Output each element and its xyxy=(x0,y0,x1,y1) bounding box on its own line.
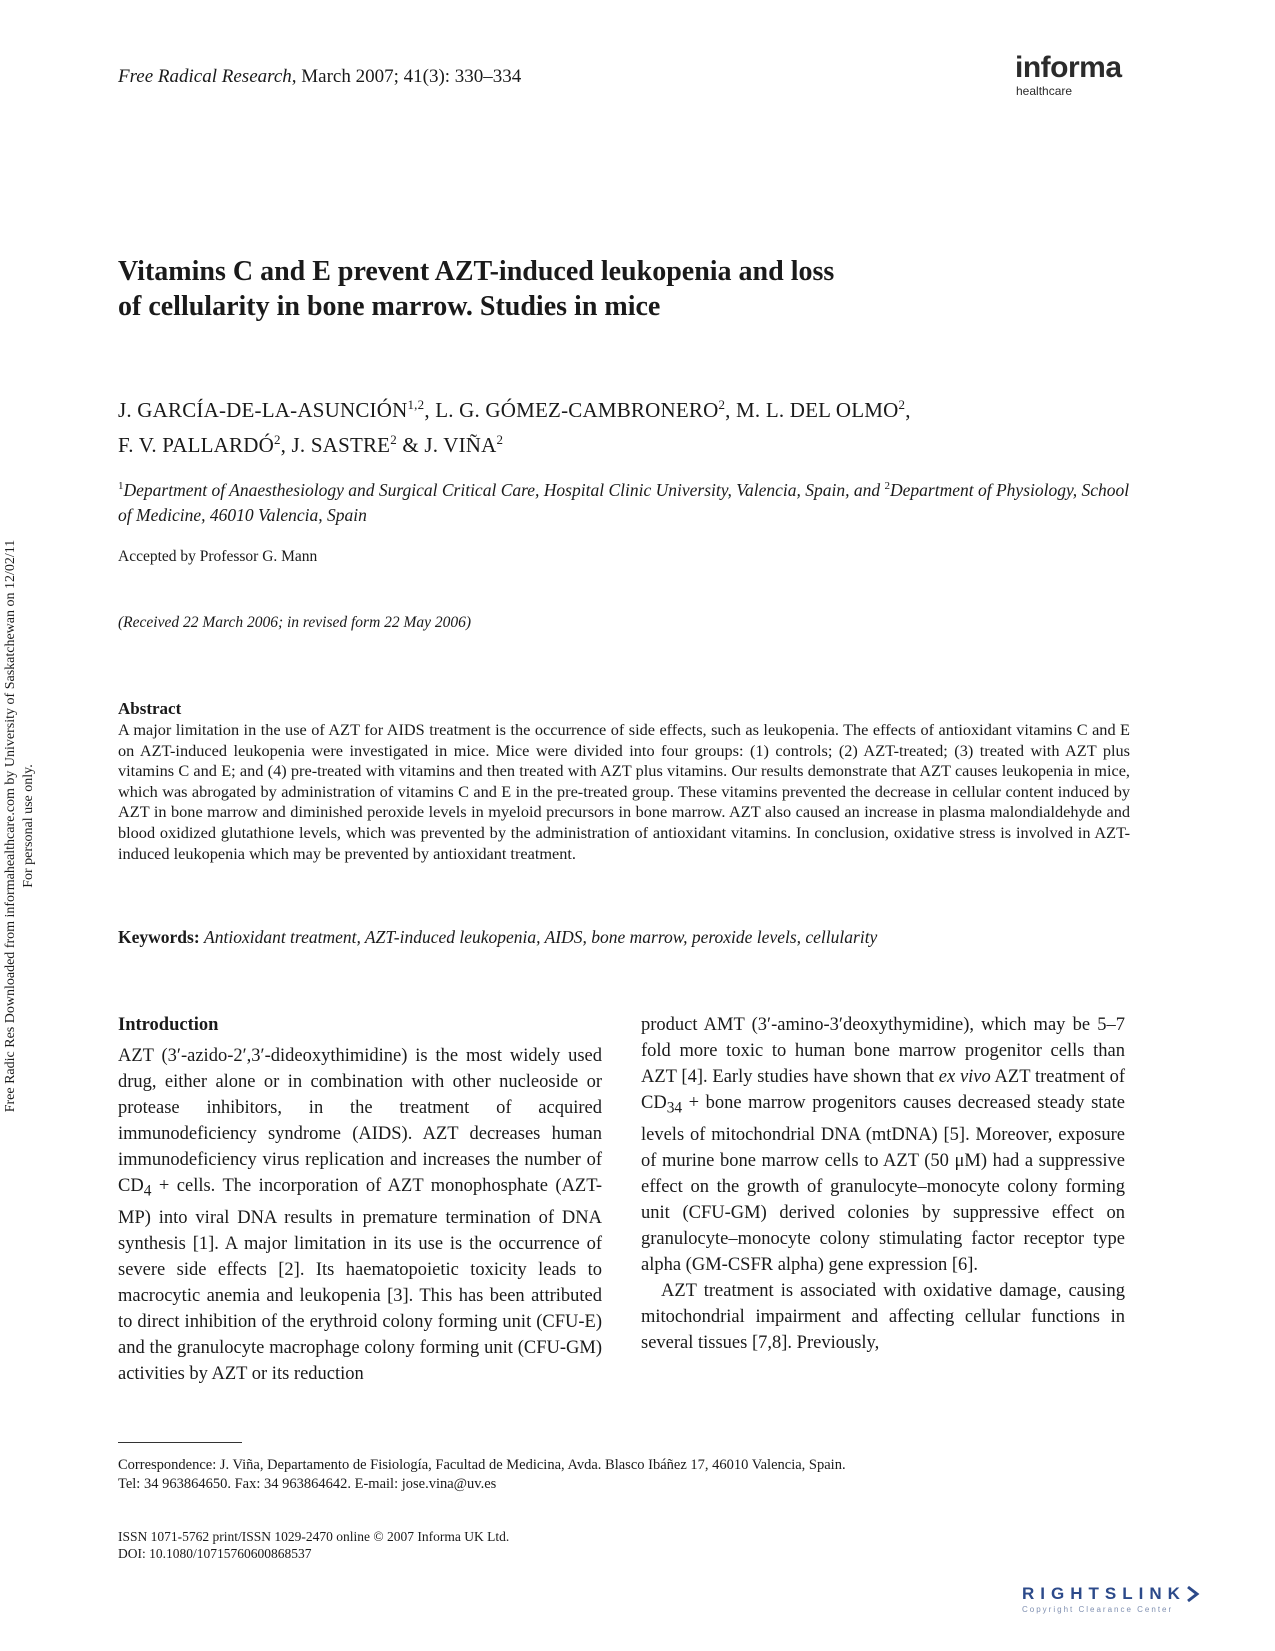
author-6-sup: 2 xyxy=(496,432,504,447)
intro-paragraph-2: AZT treatment is associated with oxidative damage, causing mitochondrial impairment and affecting cellular functions in several tissues [7,8]. Previously, xyxy=(641,1280,1125,1353)
keywords xyxy=(118,927,1130,948)
introduction-heading: Introduction xyxy=(118,1015,219,1035)
abstract-heading: Abstract xyxy=(118,699,182,718)
article-title xyxy=(118,254,1018,324)
affiliations xyxy=(118,474,1130,528)
correspondence xyxy=(118,1456,1130,1493)
cd4-subscript: 4 xyxy=(143,1182,152,1200)
author-2-sup: 2 xyxy=(718,397,726,412)
journal-citation xyxy=(118,66,521,88)
author-1-sup: 1,2 xyxy=(407,397,425,412)
intro-p1-part-a: AZT (3′-azido-2′,3′-dideoxythimidine) is the most widely used drug, either alone or in combination with other nucleoside or protease inhibitors, in the treatment of acquired immunodeficiency syndrome (AIDS). AZT decreases human immunodeficiency virus replication and increases the number of CD xyxy=(118,1046,602,1196)
intro-c2-part-a: product AMT (3′-amino-3′deoxythymidine), which may be 5–7 fold more toxic to human bone marrow progenitor cells than AZT [4]. Early studies have shown that xyxy=(641,1015,1125,1087)
correspondence-contact: Tel: 34 963864650. Fax: 34 963864642. E-mail: jose.vina@uv.es xyxy=(118,1475,497,1492)
accepted-by: Accepted by Professor G. Mann xyxy=(118,548,318,565)
column-right xyxy=(641,1012,1125,1356)
ex-vivo-italic: ex vivo xyxy=(938,1067,991,1087)
author-3-tail: , xyxy=(905,398,911,422)
author-1: J. GARCÍA-DE-LA-ASUNCIÓN xyxy=(118,398,408,422)
download-notice-line-2: For personal use only. xyxy=(21,764,36,888)
intro-paragraph-1-continued xyxy=(641,1012,1125,1278)
affil-sup-1: 1 xyxy=(118,480,124,492)
author-list xyxy=(118,390,1128,460)
keywords-value: Antioxidant treatment, AZT-induced leukopenia, AIDS, bone marrow, peroxide levels, cellularity xyxy=(204,927,878,947)
author-3: , M. L. DEL OLMO xyxy=(725,398,899,422)
affil-text-2: Department of Physiology, School of Medicine, 46010 Valencia, Spain xyxy=(118,479,1130,525)
doi: DOI: 10.1080/10715760600868537 xyxy=(118,1546,312,1561)
rightslink-subtitle: Copyright Clearance Center xyxy=(1022,1605,1174,1614)
author-line-1 xyxy=(118,390,1128,425)
footnote-rule xyxy=(118,1442,242,1443)
intro-p1-part-b: + cells. The incorporation of AZT monophosphate (AZT-MP) into viral DNA results in premature termination of DNA synthesis [1]. A major limitation in its use is the occurrence of severe side effects [2]. Its haematopoietic toxicity leads to macrocytic anemia and leukopenia [3]. This has been attributed to direct inhibition of the erythroid colony forming unit (CFU-E) and the granulocyte macrophage colony forming unit (CFU-GM) activities by AZT or its reduction xyxy=(118,1176,602,1384)
author-5: , J. SASTRE xyxy=(280,433,391,457)
journal-name: Free Radical Research xyxy=(118,66,292,87)
column-left xyxy=(118,1012,602,1387)
cd34-subscript: 34 xyxy=(666,1099,683,1117)
intro-paragraph-1 xyxy=(118,1043,602,1387)
journal-issue: , March 2007; 41(3): 330–334 xyxy=(291,66,522,87)
author-4-sup: 2 xyxy=(273,432,281,447)
rightslink-logo[interactable] xyxy=(1022,1584,1262,1615)
publisher-name: informa xyxy=(1015,51,1122,84)
affil-sup-2: 2 xyxy=(884,480,891,492)
author-3-sup: 2 xyxy=(898,397,906,412)
issn-doi xyxy=(118,1528,509,1562)
rightslink-wordmark xyxy=(1022,1584,1262,1604)
author-6: & J. VIÑA xyxy=(396,433,497,457)
rightslink-arrow-icon xyxy=(1186,1585,1200,1603)
intro-c2-part-c: + bone marrow progenitors causes decreased steady state levels of mitochondrial DNA (mtDNA) [5]. Moreover, exposure of murine bone marrow cells to AZT (50 μM) had a suppressive effect on the growth of granulocyte–monocyte colony forming unit (CFU-GM) derived colonies by suppressive effect on granulocyte–monocyte colony stimulating factor receptor type alpha (GM-CSFR alpha) gene expression [6]. xyxy=(641,1093,1125,1275)
correspondence-address: Correspondence: J. Viña, Departamento de Fisiología, Facultad de Medicina, Avda. Blasco Ibáñez 17, 46010 Valencia, Spain. xyxy=(118,1457,846,1473)
author-4: F. V. PALLARDÓ xyxy=(118,433,274,457)
keywords-label: Keywords: xyxy=(118,927,200,947)
received-dates: (Received 22 March 2006; in revised form 22 May 2006) xyxy=(118,614,472,631)
intro-c2-part-b: AZT treatment of CD xyxy=(641,1067,1126,1113)
title-line-2: of cellularity in bone marrow. Studies in mice xyxy=(118,291,661,322)
author-5-sup: 2 xyxy=(390,432,397,447)
publisher-subtitle: healthcare xyxy=(1016,84,1073,98)
rightslink-text: RIGHTSLINK xyxy=(1022,1584,1186,1603)
author-line-2 xyxy=(118,425,1128,460)
title-line-1: Vitamins C and E prevent AZT-induced leukopenia and loss xyxy=(118,256,835,287)
issn: ISSN 1071-5762 print/ISSN 1029-2470 online © 2007 Informa UK Ltd. xyxy=(118,1529,510,1544)
download-notice-line-1: Free Radic Res Downloaded from informahealthcare.com by University of Saskatchewan on 12/02/11 xyxy=(3,539,18,1113)
affil-text-1: Department of Anaesthesiology and Surgical Critical Care, Hospital Clinic University, Valencia, Spain, and xyxy=(123,479,885,500)
download-notice xyxy=(2,481,38,1171)
author-2: , L. G. GÓMEZ-CAMBRONERO xyxy=(424,398,719,422)
abstract-body: A major limitation in the use of AZT for AIDS treatment is the occurrence of side effects, such as leukopenia. The effects of antioxidant vitamins C and E on AZT-induced leukopenia were investigated in mice. Mice were divided into four groups: (1) controls; (2) AZT-treated; (3) treated with AZT plus vitamins C and E; and (4) pre-treated with vitamins and then treated with AZT plus vitamins. Our results demonstrate that AZT causes leukopenia in mice, which was abrogated by administration of vitamins C and E in the pre-treated group. These vitamins prevented the decrease in cellular content induced by AZT in bone marrow and diminished peroxide levels in myeloid precursors in bone marrow. AZT also caused an increase in plasma malondialdehyde and blood oxidized glutathione levels, which was prevented by the administration of antioxidant vitamins. In conclusion, oxidative stress is involved in AZT-induced leukopenia which may be prevented by antioxidant treatment. xyxy=(118,720,1130,863)
publisher-logo xyxy=(1015,52,1145,98)
